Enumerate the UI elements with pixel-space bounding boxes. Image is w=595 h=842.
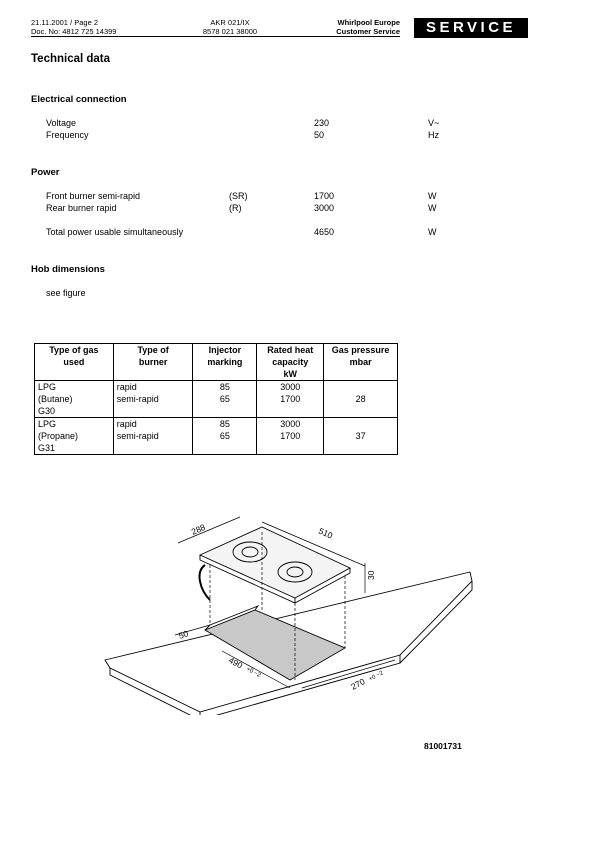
header-injector: Injector marking bbox=[193, 344, 257, 381]
electrical-unit-1: Hz bbox=[428, 130, 439, 140]
gas-table bbox=[34, 343, 398, 455]
electrical-heading: Electrical connection bbox=[31, 94, 127, 105]
table-header-row bbox=[35, 344, 398, 381]
header-right bbox=[300, 18, 400, 36]
power-code-1: (R) bbox=[229, 203, 242, 213]
power-label-0: Front burner semi-rapid bbox=[46, 191, 141, 201]
dim-cutout-depth-label: 270 bbox=[349, 676, 367, 692]
page-title: Technical data bbox=[31, 53, 111, 65]
header-gas-type: Type of gas used bbox=[35, 344, 114, 381]
hob-note: see figure bbox=[46, 288, 86, 298]
worktop-back-edge bbox=[400, 581, 472, 663]
cell-injector: 85 65 bbox=[193, 381, 257, 418]
cell-gas: LPG (Propane) G31 bbox=[35, 418, 114, 455]
power-total-value: 4650 bbox=[314, 227, 335, 237]
cutout bbox=[205, 610, 345, 680]
date-page: 21.11.2001 / Page 2 bbox=[31, 18, 99, 27]
cell-capacity: 3000 1700 bbox=[257, 381, 324, 418]
cell-gas: LPG (Butane) G30 bbox=[35, 381, 114, 418]
header-center bbox=[180, 18, 280, 36]
power-label-1: Rear burner rapid bbox=[46, 203, 117, 213]
header-rule bbox=[31, 36, 400, 37]
model: AKR 021/IX bbox=[210, 18, 250, 27]
power-cable bbox=[200, 565, 210, 600]
cell-burner: rapid semi-rapid bbox=[113, 418, 193, 455]
dim-cutout-width-label: 490 bbox=[227, 654, 245, 671]
power-heading: Power bbox=[31, 167, 60, 178]
cell-burner: rapid semi-rapid bbox=[113, 381, 193, 418]
hob-installation-figure bbox=[100, 515, 480, 715]
header-burner-type: Type of burner bbox=[113, 344, 193, 381]
dim-width-label: 510 bbox=[317, 525, 335, 541]
dim-cutout-width-tol: +0 −2 bbox=[245, 666, 262, 679]
power-code-0: (SR) bbox=[229, 191, 248, 201]
model-code: 8578 021 38000 bbox=[202, 27, 258, 36]
header-left bbox=[31, 18, 116, 36]
header-capacity: Rated heat capacity kW bbox=[257, 344, 324, 381]
company: Whirlpool Europe bbox=[337, 18, 400, 27]
dim-cutout-depth-tol: +0 −2 bbox=[368, 670, 385, 683]
header-pressure: Gas pressure mbar bbox=[324, 344, 398, 381]
power-total-label: Total power usable simultaneously bbox=[46, 227, 184, 237]
cell-injector: 85 65 bbox=[193, 418, 257, 455]
power-value-0: 1700 bbox=[314, 191, 335, 201]
dim-height-label: 30 bbox=[366, 570, 376, 580]
power-unit-1: W bbox=[428, 203, 437, 213]
department: Customer Service bbox=[336, 27, 400, 36]
doc-number: Doc. No: 4812 725 14399 bbox=[31, 27, 117, 36]
figure-code: 81001731 bbox=[424, 741, 462, 751]
electrical-label-1: Frequency bbox=[46, 130, 89, 140]
electrical-unit-0: V~ bbox=[428, 118, 440, 128]
cell-pressure: 37 bbox=[324, 418, 398, 455]
table-row bbox=[35, 381, 398, 418]
dim-margin-label: 50 bbox=[177, 628, 190, 641]
service-badge: SERVICE bbox=[414, 18, 528, 38]
cell-pressure: 28 bbox=[324, 381, 398, 418]
hob-heading: Hob dimensions bbox=[31, 264, 105, 275]
table-row bbox=[35, 418, 398, 455]
electrical-value-1: 50 bbox=[314, 130, 325, 140]
electrical-value-0: 230 bbox=[314, 118, 330, 128]
dim-depth-label: 288 bbox=[189, 521, 207, 537]
power-total-unit: W bbox=[428, 227, 437, 237]
cell-capacity: 3000 1700 bbox=[257, 418, 324, 455]
electrical-label-0: Voltage bbox=[46, 118, 77, 128]
power-value-1: 3000 bbox=[314, 203, 335, 213]
power-unit-0: W bbox=[428, 191, 437, 201]
